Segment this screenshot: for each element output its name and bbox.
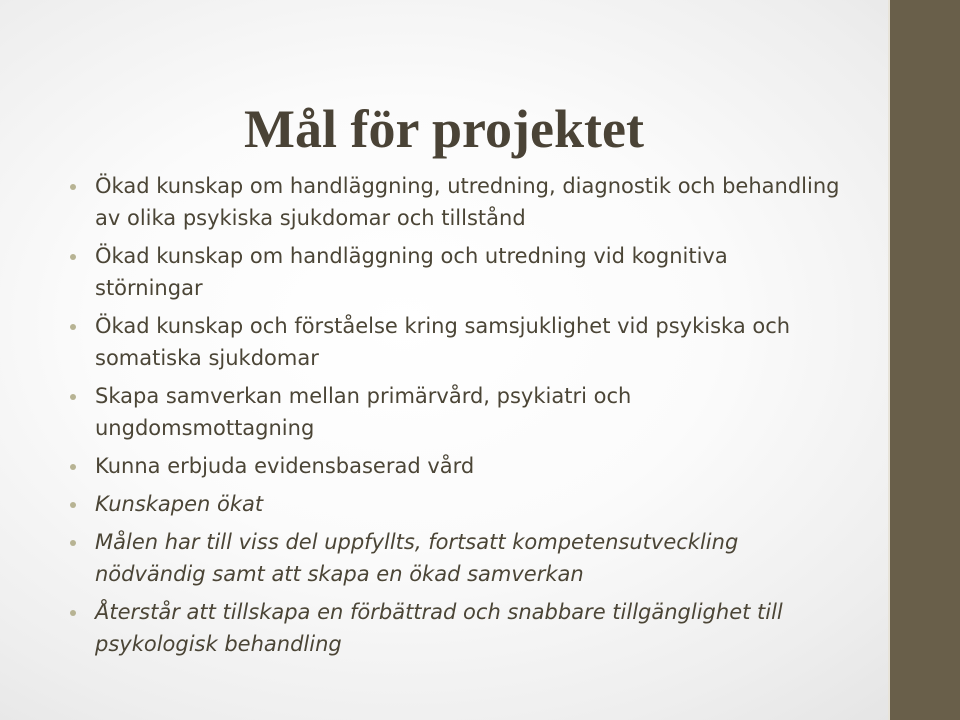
bullet-text: Kunskapen ökat (95, 492, 264, 516)
bullet-dot-icon (70, 502, 76, 508)
bullet-text: Ökad kunskap om handläggning och utredning vid kognitiva störningar (95, 244, 728, 300)
bullet-dot-icon (70, 184, 76, 190)
bullet-dot-icon (70, 394, 76, 400)
bullet-text: Målen har till viss del uppfyllts, fortsatt kompetensutveckling nödvändig samt att skapa en ökad samverkan (95, 530, 739, 586)
bullet-dot-icon (70, 540, 76, 546)
bullet-text: Ökad kunskap om handläggning, utredning, diagnostik och behandling av olika psykiska sjukdomar och tillstånd (95, 174, 840, 230)
bullet-item (70, 450, 840, 482)
bullet-item (70, 380, 840, 444)
bullet-dot-icon (70, 464, 76, 470)
bullet-text: Ökad kunskap och förståelse kring samsjuklighet vid psykiska och somatiska sjukdomar (95, 314, 791, 370)
bullet-dot-icon (70, 610, 76, 616)
bullet-item (70, 526, 840, 590)
slide-title: Mål för projektet (244, 99, 644, 160)
bullet-text: Skapa samverkan mellan primärvård, psykiatri och ungdomsmottagning (95, 384, 632, 440)
sidebar-edge (888, 0, 890, 720)
bullet-item (70, 310, 840, 374)
bullet-list (70, 170, 840, 666)
bullet-item (70, 170, 840, 234)
bullet-dot-icon (70, 324, 76, 330)
bullet-item (70, 596, 840, 660)
sidebar-decoration (888, 0, 960, 720)
bullet-text: Återstår att tillskapa en förbättrad och snabbare tillgänglighet till psykologisk behandling (95, 600, 783, 656)
bullet-text: Kunna erbjuda evidensbaserad vård (95, 454, 475, 478)
bullet-item (70, 488, 840, 520)
bullet-dot-icon (70, 254, 76, 260)
bullet-item (70, 240, 840, 304)
